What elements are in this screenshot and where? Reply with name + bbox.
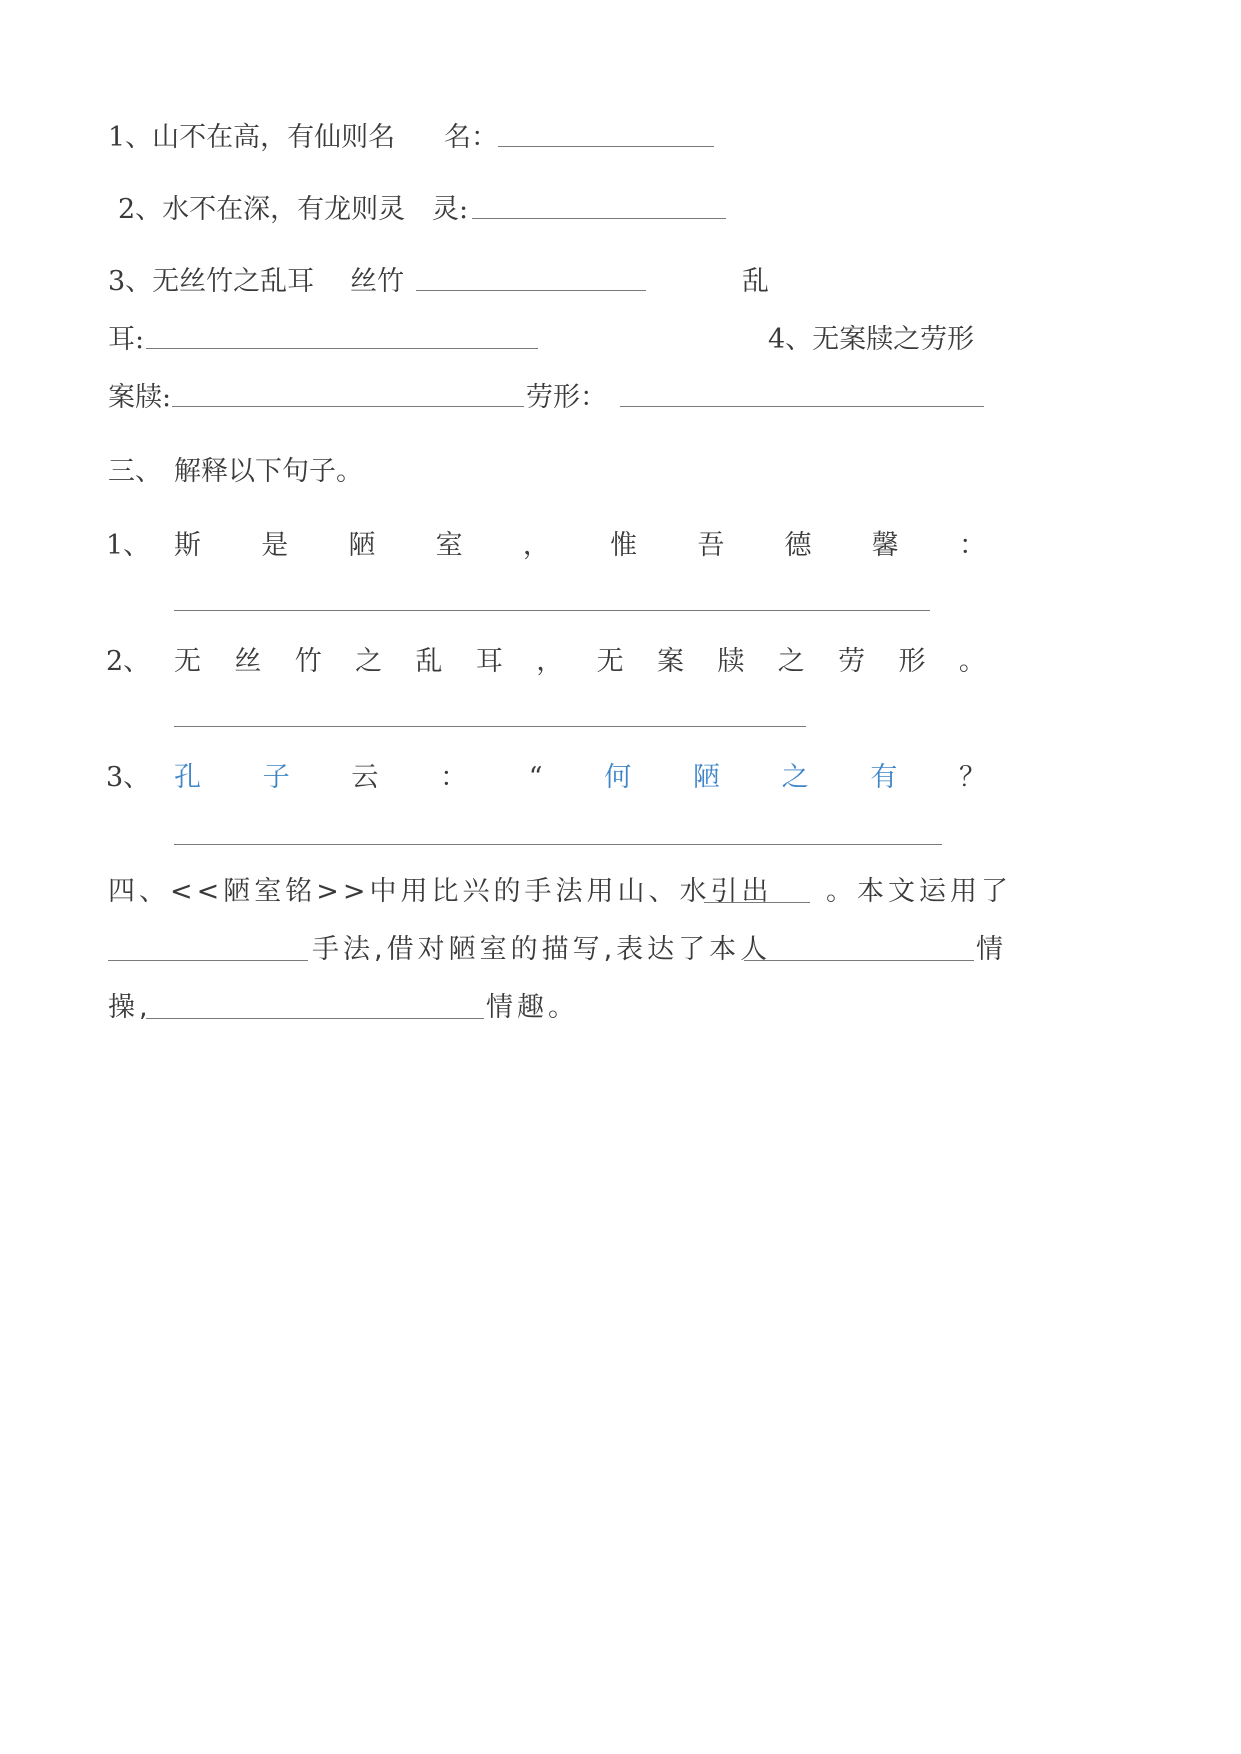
section-4-answer-blank-3[interactable] — [744, 960, 974, 961]
question-1-term: 名： — [444, 122, 498, 153]
sentence-2-char: 无 — [596, 646, 624, 677]
sentence-1 — [174, 526, 986, 566]
sentence-1-char: ， — [522, 530, 550, 561]
question-4-answer-blank-1[interactable] — [172, 406, 524, 407]
sentence-3-answer-blank[interactable] — [174, 844, 942, 845]
sentence-1-char: 是 — [261, 530, 289, 561]
section-4-prompt-2: 。本文运用了 — [826, 876, 1012, 907]
sentence-2-answer-blank[interactable] — [174, 726, 806, 727]
question-4-term-1: 案牍: — [108, 382, 172, 413]
section-4-answer-blank-1[interactable] — [704, 902, 810, 903]
sentence-2-char: 之 — [355, 646, 383, 677]
sentence-3-char: 何 — [604, 762, 632, 793]
sentence-1-char: 吾 — [697, 530, 725, 561]
section-4-answer-blank-4[interactable] — [146, 1018, 484, 1019]
question-2-term: 灵: — [432, 194, 469, 225]
sentence-3-char: “ — [528, 762, 543, 793]
question-3-answer-blank-1[interactable] — [416, 290, 646, 291]
section-4-prompt-3: 手法,借对陋室的描写,表达了本人 — [312, 934, 772, 965]
sentence-2-char: 案 — [657, 646, 684, 677]
sentence-3-char: ： — [440, 762, 468, 793]
sentence-3-char: ？ — [959, 762, 986, 793]
sentence-1-char: 室 — [435, 530, 463, 561]
section-4-prompt-1: 四、<<陋室铭>>中用比兴的手法用山、水引出 — [108, 876, 773, 907]
sentence-2-char: 丝 — [234, 646, 262, 677]
sentence-2-char: 之 — [777, 646, 805, 677]
sentence-3 — [174, 758, 986, 798]
sentence-1-char: 德 — [784, 530, 812, 561]
sentence-2-char: 。 — [958, 646, 986, 677]
sentence-2-char: 劳 — [838, 646, 866, 677]
sentence-2-char: 乱 — [415, 646, 443, 677]
sentence-3-char: 之 — [781, 762, 809, 793]
section-4-prompt-6: 情趣。 — [486, 992, 579, 1023]
section-4-answer-blank-2[interactable] — [108, 960, 308, 961]
question-3-term-2-cont: 耳: — [108, 324, 145, 355]
sentence-3-char: 有 — [870, 762, 898, 793]
section-3-heading-number: 三、 — [108, 456, 162, 487]
sentence-2-char: ， — [536, 646, 564, 677]
sentence-1-answer-blank[interactable] — [174, 610, 930, 611]
section-3-heading-text: 解释以下句子。 — [174, 456, 363, 487]
question-2-text: 2、水不在深，有龙则灵 — [118, 194, 406, 225]
sentence-2-char: 竹 — [294, 646, 322, 677]
sentence-1-char: 陋 — [348, 530, 376, 561]
sentence-1-char: 斯 — [174, 530, 201, 561]
sentence-3-char: 云 — [351, 762, 379, 793]
sentence-2-number: 2、 — [106, 646, 151, 677]
sentence-3-number: 3、 — [106, 762, 151, 793]
sentence-2-char: 形 — [898, 646, 926, 677]
sentence-2-char: 牍 — [717, 646, 745, 677]
sentence-1-number: 1、 — [106, 530, 151, 561]
sentence-2 — [174, 642, 986, 682]
sentence-3-char: 陋 — [692, 762, 720, 793]
question-3-term-2: 乱 — [742, 266, 769, 297]
question-3-answer-blank-2[interactable] — [146, 348, 538, 349]
section-4-prompt-4: 情 — [976, 934, 1007, 965]
sentence-1-char: ： — [958, 530, 986, 561]
question-4-answer-blank-2[interactable] — [620, 406, 984, 407]
sentence-1-char: 惟 — [610, 530, 638, 561]
sentence-3-char: 子 — [262, 762, 290, 793]
sentence-2-char: 无 — [174, 646, 201, 677]
sentence-2-char: 耳 — [475, 646, 503, 677]
section-4-prompt-5: 操, — [108, 992, 152, 1023]
question-3-text: 3、无丝竹之乱耳 — [108, 266, 315, 297]
sentence-3-char: 孔 — [174, 762, 201, 793]
question-1-text: 1、山不在高，有仙则名 — [108, 122, 396, 153]
question-4-term-2: 劳形： — [526, 382, 607, 413]
question-1-answer-blank[interactable] — [498, 146, 714, 147]
sentence-1-char: 馨 — [871, 530, 899, 561]
question-3-term-1: 丝竹 — [350, 266, 404, 297]
question-2-answer-blank[interactable] — [472, 218, 726, 219]
question-4-text: 4、无案牍之劳形 — [768, 324, 975, 355]
